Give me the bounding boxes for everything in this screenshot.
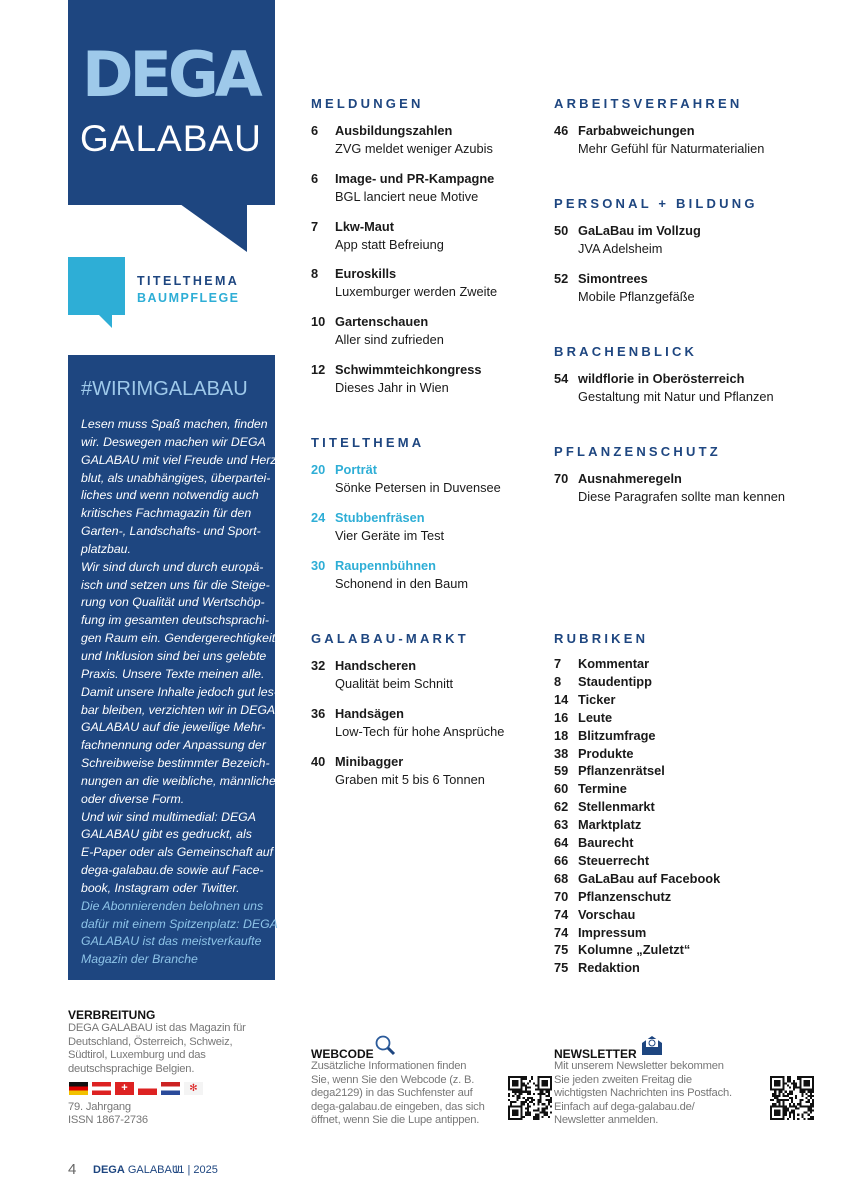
flag-austria-icon	[92, 1082, 111, 1095]
toc-entry-subtitle: Schonend in den Baum	[335, 575, 469, 591]
flag-east-belgium-icon: ✻	[184, 1082, 203, 1095]
rubrik-title: Leute	[578, 709, 613, 725]
hashtag-text-line: nungen an die weibliche, männliche	[81, 773, 276, 788]
newsletter-text-line: wichtigsten Nachrichten ins Postfach.	[554, 1087, 732, 1100]
rubrik-title: Staudentipp	[578, 673, 652, 689]
hashtag-text-line: Praxis. Unsere Texte meinen alle.	[81, 666, 265, 681]
toc-entry-page: 36	[311, 705, 326, 721]
section-heading: RUBRIKEN	[554, 631, 649, 646]
rubrik-page: 75	[554, 942, 569, 958]
hashtag-title: #WIRIMGALABAU	[81, 378, 248, 400]
rubrik-title: Marktplatz	[578, 817, 642, 833]
newsletter-text-line: Einfach auf dega-galabau.de/	[554, 1100, 695, 1113]
toc-entry-page: 6	[311, 123, 319, 138]
hashtag-text-line: Garten-, Landschafts- und Sport-	[81, 524, 261, 539]
hashtag-text-line: GALABAU auf die jeweilige Mehr-	[81, 720, 266, 735]
newsletter-text-line: Newsletter anmelden.	[554, 1114, 659, 1127]
verbreitung-text-line: Südtirol, Luxemburg und das	[68, 1049, 206, 1062]
toc-entry-title: Lkw-Maut	[335, 218, 395, 234]
hashtag-text-line: Wir sind durch und durch europä-	[81, 559, 264, 574]
rubrik-page: 18	[554, 727, 569, 743]
toc-entry-title: Ausbildungszahlen	[335, 123, 453, 138]
toc-entry-page: 52	[554, 270, 569, 286]
footer-magazine	[93, 1164, 180, 1176]
toc-entry-page: 10	[311, 314, 326, 330]
toc-entry-subtitle: Aller sind zufrieden	[335, 332, 444, 348]
rubrik-title: Pflanzenrätsel	[578, 763, 665, 779]
rubrik-page: 14	[554, 691, 569, 707]
rubrik-page: 16	[554, 709, 569, 725]
cover-topic-title: BAUMPFLEGE	[137, 291, 240, 305]
logo-dega: DEGA	[82, 38, 259, 111]
verbreitung-text-line: DEGA GALABAU ist das Magazin für	[68, 1022, 246, 1034]
toc-entry-page: 40	[311, 753, 326, 769]
magnifier-icon[interactable]	[374, 1034, 396, 1056]
rubrik-page: 74	[554, 924, 569, 940]
hashtag-text-line: GALABAU gibt es gedruckt, als	[81, 827, 252, 842]
hashtag-text-line: rung von Qualität und Wertschöp-	[81, 595, 265, 610]
toc-entry-title: Ausnahmeregeln	[578, 471, 682, 486]
webcode-qr-code[interactable]	[508, 1076, 552, 1120]
page-number: 4	[68, 1161, 77, 1178]
hashtag-text-line: bar bleiben, verzichten wir in DEGA	[81, 702, 276, 717]
section-heading: TITELTHEMA	[311, 435, 425, 450]
rubrik-title: Termine	[578, 781, 627, 797]
toc-entry-page: 12	[311, 362, 326, 377]
toc-entry-title: Schwimmteichkongress	[335, 362, 482, 377]
rubrik-page: 70	[554, 888, 569, 904]
issn: ISSN 1867-2736	[68, 1114, 148, 1126]
toc-entry-page: 20	[311, 462, 326, 477]
toc-entry-subtitle: Mobile Pflanzgefäße	[578, 288, 695, 304]
webcode-text-line: dega-galabau.de eingeben, das sich	[311, 1100, 485, 1113]
hashtag-text-line: fachnennung oder Anpassung der	[81, 738, 266, 753]
rubrik-title: Produkte	[578, 745, 634, 761]
toc-entry-subtitle: App statt Befreiung	[335, 236, 444, 252]
hashtag-text-line: GALABAU ist das meistverkaufte	[81, 934, 262, 949]
newsletter-text	[554, 1060, 732, 1128]
rubrik-title: Steuerrecht	[578, 852, 650, 868]
hashtag-text-line: platzbau.	[81, 541, 131, 556]
rubrik-title: Ticker	[578, 691, 616, 707]
hashtag-text-line: blut, als unabhängiges, überpartei-	[81, 470, 271, 485]
hashtag-text-line: Lesen muss Spaß machen, finden	[81, 417, 268, 431]
rubrik-page: 7	[554, 656, 562, 671]
toc-entry-page: 50	[554, 223, 569, 238]
toc-entry-subtitle: Graben mit 5 bis 6 Tonnen	[335, 771, 485, 787]
cover-topic-tail	[98, 314, 112, 328]
hashtag-text-line: gen Raum ein. Gendergerechtigkeit	[81, 631, 276, 646]
toc-entry-subtitle: BGL lanciert neue Motive	[335, 188, 479, 204]
toc-entry-page: 30	[311, 557, 326, 573]
hashtag-text-line: liches und wenn notwendig auch	[81, 488, 259, 503]
toc-entry-title: Euroskills	[335, 266, 397, 282]
hashtag-text-line: Magazin der Branche	[81, 952, 198, 967]
rubrik-title: Baurecht	[578, 835, 634, 850]
webcode-text-line: dega2129) in das Suchfenster auf	[311, 1087, 473, 1100]
hashtag-text-line: dega-galabau.de sowie auf Face-	[81, 863, 264, 878]
footer-magazine-rest: GALABAU	[124, 1164, 180, 1176]
toc-entry-subtitle: Vier Geräte im Test	[335, 527, 445, 543]
toc-entry-page: 70	[554, 471, 569, 486]
rubrik-title: GaLaBau auf Facebook	[578, 870, 721, 886]
rubrik-title: Blitzumfrage	[578, 727, 656, 743]
toc-entry-subtitle: ZVG meldet weniger Azubis	[335, 141, 493, 156]
hashtag-text-line: Damit unsere Inhalte jedoch gut les-	[81, 684, 278, 699]
newsletter-text-line: Sie jeden zweiten Freitag die	[554, 1073, 692, 1086]
envelope-icon	[641, 1036, 663, 1056]
toc-entry-title: Simontrees	[578, 270, 648, 286]
rubrik-page: 8	[554, 673, 562, 689]
webcode-text	[311, 1060, 485, 1128]
rubrik-title: Kommentar	[578, 656, 650, 671]
toc-entry-title: Minibagger	[335, 753, 404, 769]
logo-galabau: GALABAU	[80, 118, 262, 159]
rubrik-page: 38	[554, 745, 569, 761]
rubrik-title: Stellenmarkt	[578, 799, 655, 815]
toc-entry-subtitle: Luxemburger werden Zweite	[335, 284, 498, 300]
rubrik-page: 63	[554, 817, 569, 833]
toc-entry-page: 8	[311, 266, 319, 282]
footer-magazine-bold: DEGA	[93, 1164, 125, 1176]
webcode-text-line: öffnet, wenn Sie die Lupe antippen.	[311, 1114, 480, 1127]
section-heading: PFLANZENSCHUTZ	[554, 444, 721, 459]
rubrik-title: Impressum	[578, 924, 647, 940]
toc-entry-page: 32	[311, 658, 326, 673]
toc-entry-title: Farbabweichungen	[578, 123, 695, 138]
section-heading: BRACHENBLICK	[554, 344, 698, 359]
webcode-text-line: Sie, wenn Sie den Webcode (z. B.	[311, 1073, 475, 1086]
verbreitung-text	[68, 1022, 246, 1076]
toc-entry-subtitle: Diese Paragrafen sollte man kennen	[578, 489, 786, 504]
toc-entry-page: 6	[311, 170, 319, 186]
footer-issue: 11 | 2025	[173, 1164, 218, 1176]
section-heading: MELDUNGEN	[311, 96, 424, 111]
hashtag-text-line: Schreibweise bestimmter Bezeich-	[81, 756, 270, 771]
flag-switzerland-icon: +	[115, 1082, 134, 1095]
hashtag-text-line: E-Paper oder als Gemeinschaft auf	[81, 845, 274, 860]
rubrik-title: Redaktion	[578, 960, 640, 976]
section-heading: ARBEITSVERFAHREN	[554, 96, 743, 111]
flag-germany-icon	[69, 1082, 88, 1095]
rubrik-page: 66	[554, 852, 569, 868]
toc-entry-title: Gartenschauen	[335, 314, 429, 330]
hashtag-text-line: isch und setzen uns für die Steige-	[81, 577, 270, 592]
hashtag-text-line: fung im gesamten deutschsprachi-	[81, 613, 269, 628]
newsletter-qr-code[interactable]	[770, 1076, 814, 1120]
rubrik-page: 64	[554, 835, 569, 850]
webcode-text-line: Zusätzliche Informationen finden	[311, 1060, 467, 1072]
flag-south-tyrol-icon	[138, 1082, 157, 1095]
hashtag-text-line: oder diverse Form.	[81, 791, 185, 806]
toc-entry-subtitle: Gestaltung mit Natur und Pflanzen	[578, 389, 774, 404]
hashtag-text-line: kritisches Fachmagazin für den	[81, 506, 252, 521]
section-heading: PERSONAL + BILDUNG	[554, 196, 758, 211]
rubrik-title: Kolumne „Zuletzt“	[578, 942, 691, 958]
qr-pattern	[770, 1076, 814, 1120]
rubrik-page: 60	[554, 781, 569, 797]
logo-speech-tail	[180, 204, 247, 252]
section-heading: GALABAU-MARKT	[311, 631, 469, 646]
jahrgang: 79. Jahrgang	[68, 1101, 131, 1113]
toc-entry-page: 54	[554, 371, 569, 386]
toc-entry-subtitle: Sönke Petersen in Duvensee	[335, 480, 501, 495]
hashtag-text-line: dafür mit einem Spitzenplatz: DEGA	[81, 916, 278, 931]
toc-entry-subtitle: Mehr Gefühl für Naturmaterialien	[578, 141, 765, 156]
verbreitung-text-line: deutschsprachige Belgien.	[68, 1062, 195, 1075]
flag-luxembourg-icon	[161, 1082, 180, 1095]
newsletter-title: NEWSLETTER	[554, 1047, 637, 1061]
newsletter-text-line: Mit unserem Newsletter bekommen	[554, 1060, 724, 1072]
cover-topic-label: TITELTHEMA	[137, 274, 240, 288]
rubrik-page: 75	[554, 960, 569, 976]
verbreitung-title: VERBREITUNG	[68, 1008, 156, 1022]
hashtag-text-line: Die Abonnierenden belohnen uns	[81, 898, 264, 913]
rubrik-page: 74	[554, 906, 569, 922]
hashtag-text-line: Und wir sind multimedial: DEGA	[81, 809, 256, 824]
rubrik-title: Pflanzenschutz	[578, 888, 672, 904]
hashtag-text-line: GALABAU mit viel Freude und Herz-	[81, 452, 281, 467]
toc-entry-title: Handsägen	[335, 705, 404, 721]
toc-entry-title: Image- und PR-Kampagne	[335, 170, 495, 186]
webcode-title: WEBCODE	[311, 1047, 374, 1061]
toc-entry-subtitle: JVA Adelsheim	[578, 241, 663, 256]
toc-entry-title: GaLaBau im Vollzug	[578, 223, 701, 238]
hashtag-text-line: book, Instagram oder Twitter.	[81, 880, 240, 895]
toc-entry-subtitle: Low-Tech für hohe Ansprüche	[335, 723, 505, 739]
toc-entry-subtitle: Qualität beim Schnitt	[335, 676, 454, 691]
toc-entry-page: 46	[554, 123, 569, 138]
toc-entry-title: Porträt	[335, 462, 377, 477]
toc-entry-subtitle: Dieses Jahr in Wien	[335, 380, 449, 395]
toc-entry-title: Raupennbühnen	[335, 557, 436, 573]
qr-pattern	[508, 1076, 552, 1120]
toc-entry-title: Stubbenfräsen	[335, 509, 425, 525]
toc-entry-title: wildflorie in Oberösterreich	[578, 371, 745, 386]
cover-topic-box	[68, 257, 125, 315]
rubrik-title: Vorschau	[578, 906, 636, 922]
rubrik-page: 68	[554, 870, 569, 886]
verbreitung-text-line: Deutschland, Österreich, Schweiz,	[68, 1035, 233, 1048]
toc-entry-title: Handscheren	[335, 658, 417, 673]
rubrik-page: 62	[554, 799, 569, 815]
hashtag-text-line: und Inklusion sind bei uns gelebte	[81, 648, 267, 663]
toc-entry-page: 7	[311, 218, 319, 234]
rubrik-page: 59	[554, 763, 569, 779]
hashtag-text	[81, 416, 281, 969]
toc-entry-page: 24	[311, 509, 326, 525]
hashtag-text-line: wir. Deswegen machen wir DEGA	[81, 434, 266, 449]
